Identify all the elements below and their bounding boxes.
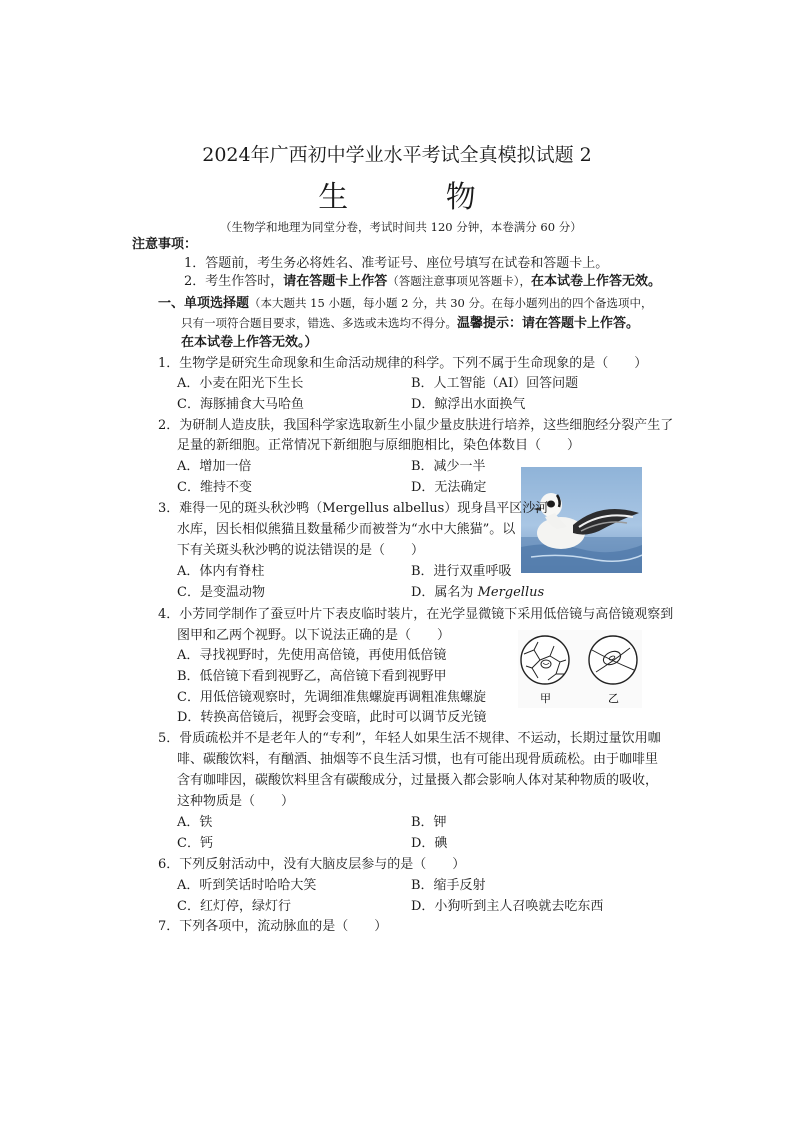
q3-stem-1: 3．难得一见的斑头秋沙鸭（Mergellus albellus）现身昌平区沙河 (158, 501, 549, 516)
notice-item-2-b: 请在答题卡上作答 (283, 274, 388, 289)
q6-option-b: B．缩手反射 (411, 878, 486, 893)
microscope-fields-svg (518, 630, 642, 708)
q4-option-b: B．低倍镜下看到视野乙，高倍镜下看到视野甲 (177, 669, 447, 684)
q2-stem-2: 足量的新细胞。正常情况下新细胞与原细胞相比，染色体数目（ ） (177, 438, 581, 453)
q2-stem-1: 2．为研制人造皮肤，我国科学家选取新生小鼠少量皮肤进行培养，这些细胞经分裂产生了 (158, 418, 674, 433)
q4-option-d: D．转换高倍镜后，视野会变暗，此时可以调节反光镜 (177, 710, 487, 725)
section-1-desc-2-a: 只有一项符合题目要求，错选、多选或未选均不得分。 (181, 316, 457, 330)
q5-option-a: A．铁 (177, 815, 213, 830)
q3-option-a: A．体内有脊柱 (177, 564, 265, 579)
q1-stem: 1．生物学是研究生命现象和生命活动规律的科学。下列不属于生命现象的是（ ） (158, 356, 648, 371)
q3-option-c: C．是变温动物 (177, 585, 265, 600)
q6-option-a: A．听到笑话时哈哈大笑 (177, 878, 317, 893)
q5-stem-4: 这种物质是（ ） (177, 794, 295, 809)
section-1-desc-2 (181, 314, 639, 333)
q1-option-c: C．海豚捕食大马哈鱼 (177, 397, 304, 412)
q7-stem: 7．下列各项中，流动脉血的是（ ） (158, 919, 388, 934)
q6-option-d: D．小狗听到主人召唤就去吃东西 (411, 899, 604, 914)
notice-item-2-a: 2．考生作答时， (184, 274, 284, 289)
exam-title: 2024年广西初中学业水平考试全真模拟试题 2 (202, 144, 592, 166)
smew-duck-illustration (521, 467, 642, 573)
q3-option-d-prefix: D．属名为 (411, 585, 478, 600)
q5-stem-3: 含有咖啡因，碳酸饮料里含有碳酸成分，过量摄入都会影响人体对某种物质的吸收， (177, 773, 659, 788)
section-1-heading: 一、单项选择题 (158, 296, 250, 311)
duck-photo (521, 467, 642, 573)
section-1-intro (158, 294, 653, 313)
q3-option-b: B．进行双重呼吸 (411, 564, 512, 579)
microscope-fields-figure (518, 630, 642, 708)
q2-option-d: D．无法确定 (411, 480, 487, 495)
q6-option-c: C．红灯停，绿灯行 (177, 899, 291, 914)
notice-item-2-d: 在本试卷上作答无效。 (531, 274, 662, 289)
q4-stem-2: 图甲和乙两个视野。以下说法正确的是（ ） (177, 628, 451, 643)
notice-heading: 注意事项： (132, 237, 198, 252)
field-yi (589, 636, 637, 684)
q3-option-d-genus: Mergellus (477, 585, 545, 600)
q2-option-b: B．减少一半 (411, 459, 486, 474)
q4-option-a: A．寻找视野时，先使用高倍镜，再使用低倍镜 (177, 648, 447, 663)
q1-option-b: B．人工智能（AI）回答问题 (411, 376, 579, 391)
q2-option-a: A．增加一倍 (177, 459, 252, 474)
q3-stem-2: 水库，因长相似熊猫且数量稀少而被誉为“水中大熊猫”。以 (177, 522, 516, 537)
q2-option-c: C．维持不变 (177, 480, 252, 495)
q1-option-d: D．鲸浮出水面换气 (411, 397, 526, 412)
label-jia: 甲 (540, 692, 551, 705)
notice-item-2 (184, 272, 661, 291)
q3-stem-3: 下有关斑头秋沙鸭的说法错误的是（ ） (177, 543, 425, 558)
label-yi: 乙 (608, 692, 619, 705)
q1-option-a: A．小麦在阳光下生长 (177, 376, 304, 391)
field-jia (521, 636, 569, 684)
q6-stem: 6．下列反射活动中，没有大脑皮层参与的是（ ） (158, 857, 466, 872)
notice-item-1: 1．答题前，考生务必将姓名、准考证号、座位号填写在试卷和答题卡上。 (184, 256, 609, 271)
q5-stem-1: 5．骨质疏松并不是老年人的“专利”，年轻人如果生活不规律、不运动，长期过量饮用咖 (158, 731, 661, 746)
q3-option-d (411, 583, 544, 602)
q5-stem-2: 啡、碳酸饮料，有酗酒、抽烟等不良生活习惯，也有可能出现骨质疏松。由于咖啡里 (177, 752, 659, 767)
notice-item-2-c: （答题注意事项见答题卡）， (387, 274, 532, 288)
q5-option-c: C．钙 (177, 836, 213, 851)
section-1-desc-1: （本大题共 15 小题，每小题 2 分，共 30 分。在每小题列出的四个备选项中， (249, 296, 653, 310)
subject-title: 生 物 (318, 180, 520, 215)
q5-option-b: B．钾 (411, 815, 447, 830)
section-1-desc-2-b: 温馨提示：请在答题卡上作答。 (457, 316, 640, 331)
q4-stem-1: 4．小芳同学制作了蚕豆叶片下表皮临时装片，在光学显微镜下采用低倍镜与高倍镜观察到 (158, 607, 674, 622)
exam-note: （生物学和地理为同堂分卷，考试时间共 120 分钟，本卷满分 60 分） (220, 220, 582, 234)
q4-option-c: C．用低倍镜观察时，先调细准焦螺旋再调粗准焦螺旋 (177, 690, 486, 705)
section-1-desc-3: 在本试卷上作答无效。） (181, 335, 318, 350)
q5-option-d: D．碘 (411, 836, 448, 851)
